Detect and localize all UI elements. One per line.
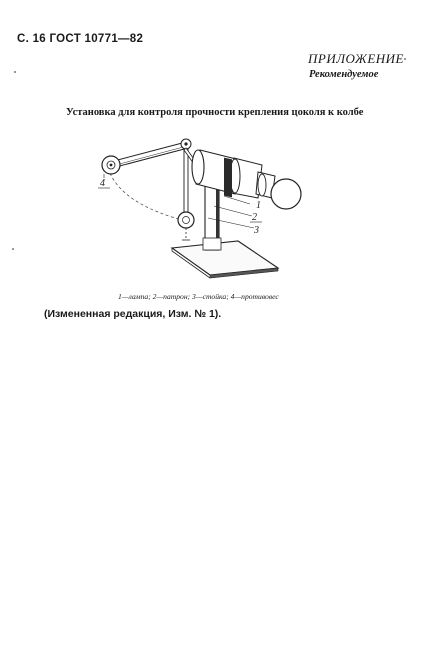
counterweight-arm xyxy=(110,142,188,168)
label-counterweight: 4 xyxy=(100,178,105,189)
label-stand: 3 xyxy=(254,225,259,236)
scan-speck xyxy=(14,71,16,73)
edition-note: (Измененная редакция, Изм. № 1). xyxy=(44,308,222,320)
page-header: С. 16 ГОСТ 10771—82 xyxy=(17,33,144,45)
apparatus-drawing xyxy=(90,130,320,280)
scan-speck xyxy=(404,58,406,60)
figure-title: Установка для контроля прочности крепления цоколя к колбе xyxy=(66,107,364,118)
lamp-bulb xyxy=(271,179,301,209)
swing-arc xyxy=(108,168,190,222)
appendix-subtitle: Рекомендуемое xyxy=(309,69,379,80)
figure-caption: 1—лампа; 2—патрон; 3—стойка; 4—противовес xyxy=(118,292,279,301)
label-lamp: 1 xyxy=(256,200,261,211)
label-socket: 2 xyxy=(252,212,257,223)
scan-speck xyxy=(12,248,14,250)
hanging-weight xyxy=(178,212,194,228)
appendix-title: ПРИЛОЖЕНИЕ xyxy=(308,51,404,66)
